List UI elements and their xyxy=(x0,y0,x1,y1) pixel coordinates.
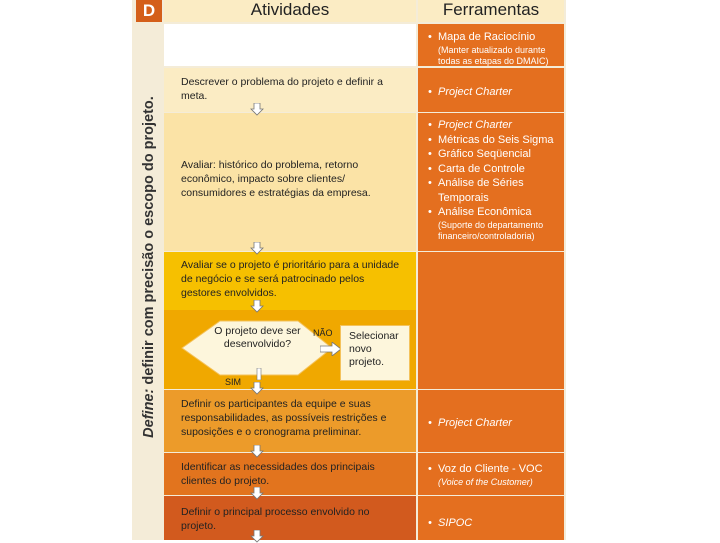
define-title-rest: definir com precisão o escopo do projeto. xyxy=(141,96,157,389)
tool-item: • Gráfico Seqüencial xyxy=(428,147,558,162)
tool-item: • Análise Econômica xyxy=(428,205,558,220)
phase-badge: D xyxy=(136,0,162,22)
activities-header: Atividades xyxy=(164,0,416,22)
tool-item: • Project Charter xyxy=(428,85,558,100)
tool-note: (Manter atualizado durante todas as etapas do DMAIC) xyxy=(438,44,549,66)
activity-define-team: Definir os participantes da equipe e suas responsabilidades, as possíveis restrições e suposições e o cronograma preliminar. xyxy=(181,398,387,438)
select-new-project-text: Selecionar novo projeto. xyxy=(349,330,399,368)
activity-describe-problem: Descrever o problema do projeto e definir a meta. xyxy=(181,76,383,102)
down-arrow-icon xyxy=(250,445,264,458)
tools-voc xyxy=(418,458,564,488)
decision-question: O projeto deve ser desenvolvido? xyxy=(214,325,301,350)
down-arrow-icon xyxy=(250,530,264,543)
down-arrow-icon xyxy=(250,242,264,255)
activity-identify-customers: Identificar as necessidades dos principais clientes do projeto. xyxy=(181,461,375,487)
tools-evaluation-list xyxy=(418,114,564,242)
tools-project-charter-2 xyxy=(418,412,564,431)
tool-item: • Voz do Cliente - VOC xyxy=(428,462,558,477)
tools-mapa-raciocinio xyxy=(418,26,564,67)
tools-header: Ferramentas xyxy=(418,0,564,22)
tool-note: (Suporte do departamento financeiro/controladoria) xyxy=(438,219,544,241)
tool-item: • Análise de Séries Temporais xyxy=(428,176,558,205)
down-arrow-icon xyxy=(250,487,264,500)
tool-note: (Voice of the Customer) xyxy=(438,476,533,487)
tools-sipoc xyxy=(418,512,564,531)
tools-row-4-bg xyxy=(418,252,564,389)
down-arrow-icon xyxy=(250,103,264,116)
tool-item: • Project Charter xyxy=(428,416,558,431)
right-arrow-icon xyxy=(320,342,342,356)
activity-evaluate-history: Avaliar: histórico do problema, retorno econômico, impacto sobre clientes/ consumidores e estratégias da empresa. xyxy=(181,159,371,199)
define-title-prefix: Define: xyxy=(141,388,157,438)
define-vertical-title xyxy=(138,62,160,472)
tools-project-charter-1 xyxy=(418,81,564,100)
down-arrow-icon xyxy=(250,300,264,313)
activity-evaluate-priority: Avaliar se o projeto é prioritário para a unidade de negócio e se será patrocinado pelos gestores envolvidos. xyxy=(181,259,400,299)
activity-define-process: Definir o principal processo envolvido no projeto. xyxy=(181,506,370,532)
yes-connector-icon xyxy=(254,368,264,380)
tool-item: • Métricas do Seis Sigma xyxy=(428,133,558,148)
no-label: NÃO xyxy=(313,328,333,338)
tool-item: • Mapa de Raciocínio xyxy=(428,30,558,45)
tool-item: • Carta de Controle xyxy=(428,162,558,177)
activity-row-1-bg xyxy=(164,24,416,66)
yes-label: SIM xyxy=(225,377,242,387)
tool-item: • Project Charter xyxy=(428,118,558,133)
down-arrow-icon xyxy=(250,382,264,395)
tool-item: • SIPOC xyxy=(428,516,558,531)
select-new-project-box xyxy=(340,325,410,381)
